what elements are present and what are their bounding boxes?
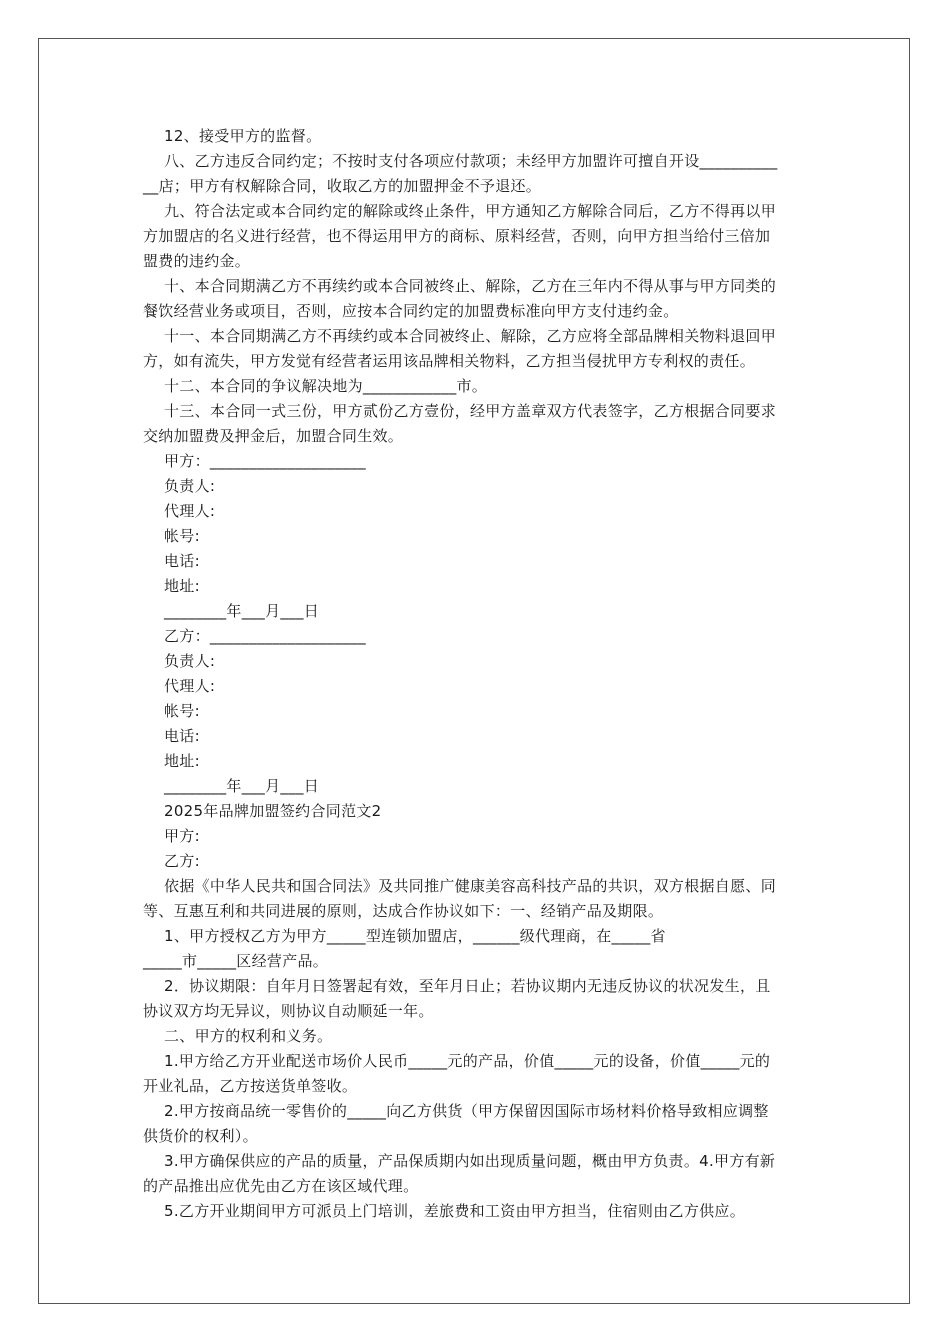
clause-11-line-1: 十一、本合同期满乙方不再续约或本合同被终止、解除，乙方应将全部品牌相关物料退回甲: [164, 327, 777, 345]
duty-3-line-2: 的产品推出应优先由乙方在该区域代理。: [143, 1177, 419, 1195]
party-b-account: 帐号:: [164, 702, 200, 720]
duty-1-line-2: 开业礼品，乙方按送货单签收。: [143, 1077, 358, 1095]
party-b-signature: 乙方：____________________: [164, 627, 366, 645]
duty-5-line: 5.乙方开业期间甲方可派员上门培训，差旅费和工资由甲方担当，住宿则由乙方供应。: [164, 1202, 746, 1220]
clause-8-line-2: __店；甲方有权解除合同，收取乙方的加盟押金不予退还。: [143, 177, 542, 195]
party-a-address: 地址:: [164, 577, 200, 595]
second-party-b: 乙方:: [164, 852, 200, 870]
party-b-date: ________年___月___日: [164, 777, 320, 795]
party-b-agent: 代理人:: [164, 677, 216, 695]
clause-12-line: 12、接受甲方的监督。: [164, 127, 322, 145]
clause-13-line-2: 交纳加盟费及押金后，加盟合同生效。: [143, 427, 404, 445]
clause-11-line-2: 方，如有流失，甲方发觉有经营者运用该品牌相关物料，乙方担当侵扰甲方专利权的责任。: [143, 352, 756, 370]
preamble-line-1: 依据《中华人民共和国合同法》及共同推广健康美容高科技产品的共识，双方根据自愿、同: [164, 877, 777, 895]
clause-13-line-1: 十三、本合同一式三份，甲方贰份乙方壹份，经甲方盖章双方代表签字，乙方根据合同要求: [164, 402, 777, 420]
clause-8-line-1: 八、乙方违反合同约定；不按时支付各项应付款项；未经甲方加盟许可擅自开设__________: [164, 152, 778, 170]
clause-9-line-1: 九、符合法定或本合同约定的解除或终止条件，甲方通知乙方解除合同后，乙方不得再以甲: [164, 202, 777, 220]
item-2-line-2: 协议双方均无异议，则协议自动顺延一年。: [143, 1002, 434, 1020]
duty-3-line-1: 3.甲方确保供应的产品的质量，产品保质期内如出现质量问题，概由甲方负责。4.甲方有新: [164, 1152, 776, 1170]
party-a-account: 帐号:: [164, 527, 200, 545]
duty-2-line-1: 2.甲方按商品统一零售价的_____向乙方供货（甲方保留因国际市场材料价格导致相应调整: [164, 1102, 769, 1120]
preamble-line-2: 等、互惠互利和共同进展的原则，达成合作协议如下：一、经销产品及期限。: [143, 902, 664, 920]
second-party-a: 甲方:: [164, 827, 200, 845]
party-a-responsible: 负责人:: [164, 477, 216, 495]
party-a-date: ________年___月___日: [164, 602, 320, 620]
party-b-address: 地址:: [164, 752, 200, 770]
clause-12b-line: 十二、本合同的争议解决地为____________市。: [164, 377, 488, 395]
party-a-signature: 甲方：____________________: [164, 452, 366, 470]
second-contract-title: 2025年品牌加盟签约合同范文2: [164, 802, 382, 820]
party-b-responsible: 负责人:: [164, 652, 216, 670]
party-a-phone: 电话:: [164, 552, 200, 570]
item-2-line-1: 2．协议期限：自年月日签署起有效，至年月日止；若协议期内无违反协议的状况发生，且: [164, 977, 771, 995]
document-body: [143, 124, 809, 1224]
clause-10-line-1: 十、本合同期满乙方不再续约或本合同被终止、解除，乙方在三年内不得从事与甲方同类的: [164, 277, 777, 295]
party-a-agent: 代理人:: [164, 502, 216, 520]
duty-2-line-2: 供货价的权利）。: [143, 1127, 258, 1145]
clause-9-line-3: 盟费的违约金。: [143, 252, 251, 270]
clause-9-line-2: 方加盟店的名义进行经营，也不得运用甲方的商标、原料经营，否则，向甲方担当给付三倍加: [143, 227, 771, 245]
party-b-phone: 电话:: [164, 727, 200, 745]
duty-1-line-1: 1.甲方给乙方开业配送市场价人民币_____元的产品，价值_____元的设备，价值_____元的: [164, 1052, 771, 1070]
clause-10-line-2: 餐饮经营业务或项目，否则，应按本合同约定的加盟费标准向甲方支付违约金。: [143, 302, 679, 320]
section-2-heading: 二、甲方的权利和义务。: [164, 1027, 333, 1045]
item-1-line-2: _____市_____区经营产品。: [143, 952, 329, 970]
item-1-line-1: 1、甲方授权乙方为甲方_____型连锁加盟店，______级代理商，在_____省: [164, 927, 666, 945]
